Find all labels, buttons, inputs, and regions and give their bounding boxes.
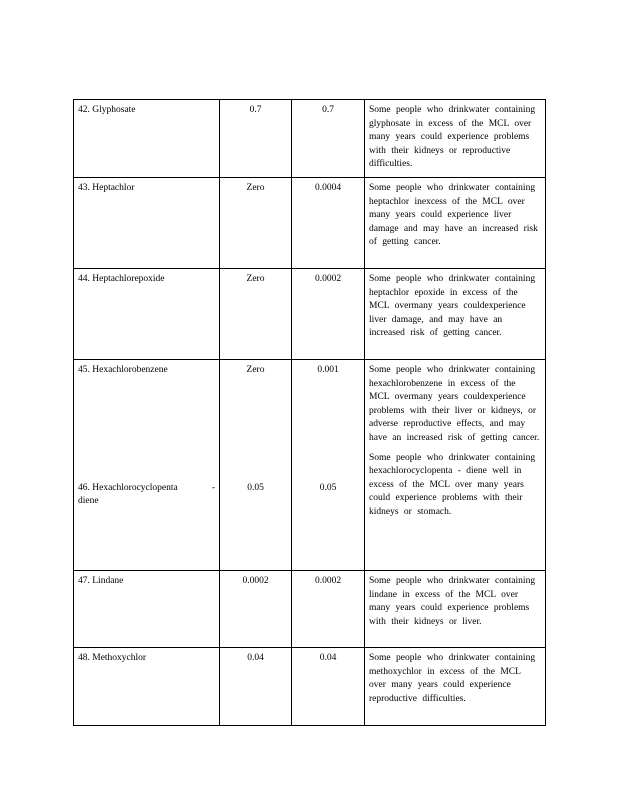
contaminant-name-sub (78, 482, 215, 496)
health-effects: Some people who drinkwater containing methoxychlor in excess of the MCL over many years could experience reproductive difficulties. (365, 648, 546, 726)
mcl-value-cell (292, 360, 365, 571)
spacer (224, 378, 287, 482)
health-effects: Some people who drinkwater containing lindane in excess of the MCL over many years could experience problems with their kidneys or liver. (365, 571, 546, 648)
mclg-value: Zero (246, 365, 265, 375)
table-row (74, 360, 546, 571)
contaminant-name: 43. Heptachlor (74, 178, 220, 269)
health-effects: Some people who drinkwater containing glyphosate in excess of the MCL over many years could experience problems with their kidneys or reproductive difficulties. (365, 100, 546, 178)
table-row (74, 269, 546, 360)
mcl-value: 0.05 (319, 482, 337, 493)
contaminant-name-dash: - (211, 482, 215, 493)
table-row (74, 571, 546, 648)
table-row (74, 100, 546, 178)
mcl-value: 0.001 (317, 365, 339, 375)
contaminant-name-part: diene (78, 496, 99, 507)
mclg-value: Zero (220, 269, 292, 360)
mcl-value: 0.0002 (292, 571, 365, 648)
spacer (296, 378, 360, 482)
health-effects: Some people who drinkwater containing heptachlor inexcess of the MCL over many years could experience liver damage and may have an increased risk of getting cancer. (365, 178, 546, 269)
mcl-value: 0.0002 (292, 269, 365, 360)
mcl-value: 0.7 (292, 100, 365, 178)
contaminant-name: 42. Glyphosate (74, 100, 220, 178)
contaminant-name: 48. Methoxychlor (74, 648, 220, 726)
contaminant-name: 44. Heptachlorepoxide (74, 269, 220, 360)
health-effects: Some people who drinkwater containing heptachlor epoxide in excess of the MCL overmany years couldexperience liver damage, and may have an increased risk of getting cancer. (365, 269, 546, 360)
mclg-value-cell (220, 360, 292, 571)
contaminant-name: 45. Hexachlorobenzene (78, 365, 168, 375)
contaminant-table (73, 99, 546, 726)
contaminant-name-part: 46. Hexachlorocyclopenta (78, 482, 178, 493)
contaminant-name-cell (74, 360, 220, 571)
mclg-value: 0.0002 (220, 571, 292, 648)
table-row (74, 648, 546, 726)
health-effects: Some people who drinkwater containing hexachlorocyclopenta - diene well in excess of the MCL over many years could experience problems with their kidneys or stomach. (369, 452, 536, 517)
mcl-value: 0.04 (292, 648, 365, 726)
health-effects: Some people who drinkwater containing hexachlorobenzene in excess of the MCL overmany years couldexperience problems with their liver or kidneys, or adverse reproductive effects, and may have an increased risk of getting cancer. (369, 365, 540, 443)
mcl-value: 0.0004 (292, 178, 365, 269)
mclg-value: 0.7 (220, 100, 292, 178)
mclg-value: Zero (220, 178, 292, 269)
contaminant-name: 47. Lindane (74, 571, 220, 648)
mclg-value: 0.05 (247, 482, 264, 493)
spacer (78, 378, 215, 482)
health-effects-cell (365, 360, 546, 571)
table-row (74, 178, 546, 269)
mclg-value: 0.04 (220, 648, 292, 726)
